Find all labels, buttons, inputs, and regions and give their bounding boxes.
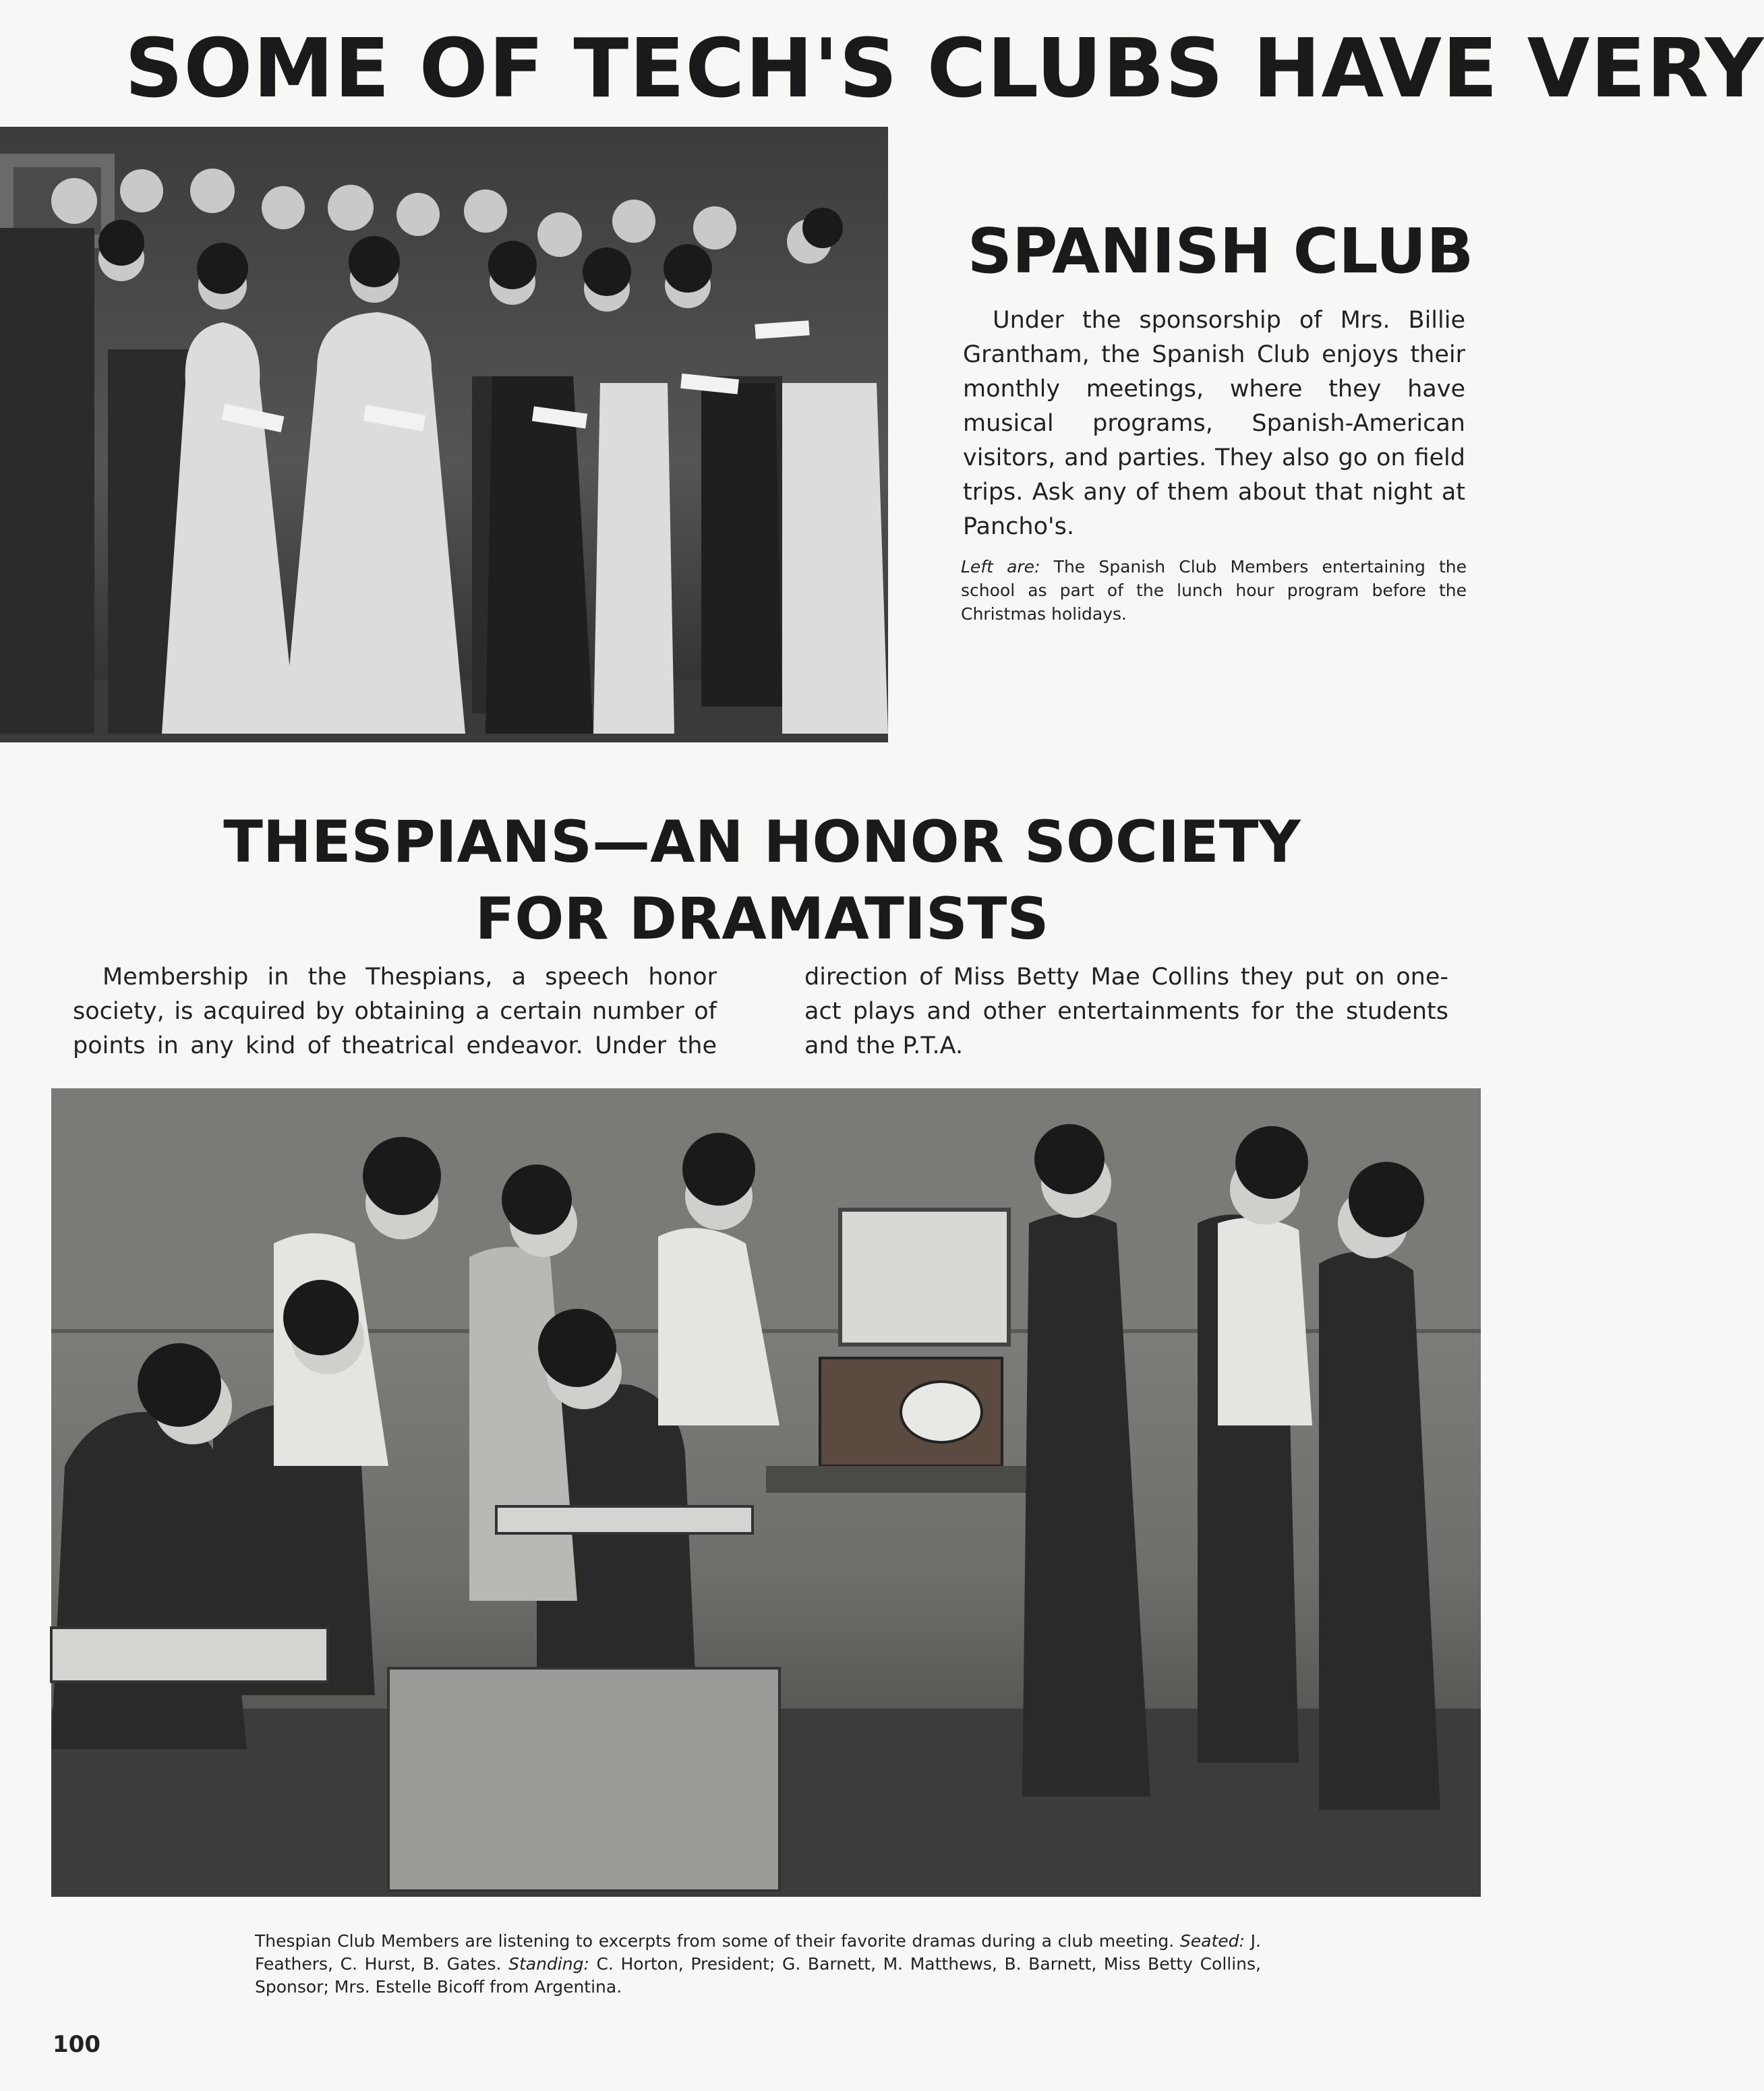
thespian-caption-standing: C. Horton, President; G. Barnett, M. Matthews, B. Barnett, Miss Betty Collins, Sponsor; Mrs. Estelle Bicoff from Argentina. xyxy=(255,1954,1261,1997)
thespian-caption-standing-label: Standing: xyxy=(508,1954,589,1974)
spanish-club-heading: SPANISH CLUB xyxy=(967,215,1474,287)
thespians-heading-line1: THESPIANS—AN HONOR SOCIETY xyxy=(223,808,1301,876)
spanish-club-photo xyxy=(0,127,888,742)
thespian-club-photo xyxy=(51,1088,1481,1897)
spanish-caption-text: The Spanish Club Members entertaining the school as part of the lunch hour program before the Christmas holidays. xyxy=(961,557,1467,624)
spanish-caption-label: Left are: xyxy=(961,557,1040,577)
spanish-club-caption xyxy=(961,555,1467,626)
thespians-heading-line2: FOR DRAMATISTS xyxy=(475,885,1049,953)
page-title: SOME OF TECH'S CLUBS HAVE VERY xyxy=(125,22,1764,116)
thespians-body: Membership in the Thespians, a speech honor society, is acquired by obtaining a certain number of points in any kind of theatrical endeavor. Under the direction of Miss Betty Mae Collins they put on one-act plays and other entertainments for the students and the P.T.A. xyxy=(73,964,1448,1059)
thespian-caption-seated: J. Feathers, C. Hurst, B. Gates. xyxy=(255,1931,1261,1974)
thespians-heading xyxy=(135,804,1389,958)
spanish-club-body: Under the sponsorship of Mrs. Billie Grantham, the Spanish Club enjoys their monthly meetings, where they have musical programs, Spanish-American visitors, and parties. They also go on field trips. Ask any of them about that night at Pancho's. xyxy=(963,307,1465,540)
thespian-caption-part1: Thespian Club Members are listening to excerpts from some of their favorite dramas during a club meeting. xyxy=(255,1931,1180,1951)
thespian-caption-seated-label: Seated: xyxy=(1179,1931,1245,1951)
page-number: 100 xyxy=(53,2031,100,2058)
thespians-caption xyxy=(255,1930,1261,1999)
